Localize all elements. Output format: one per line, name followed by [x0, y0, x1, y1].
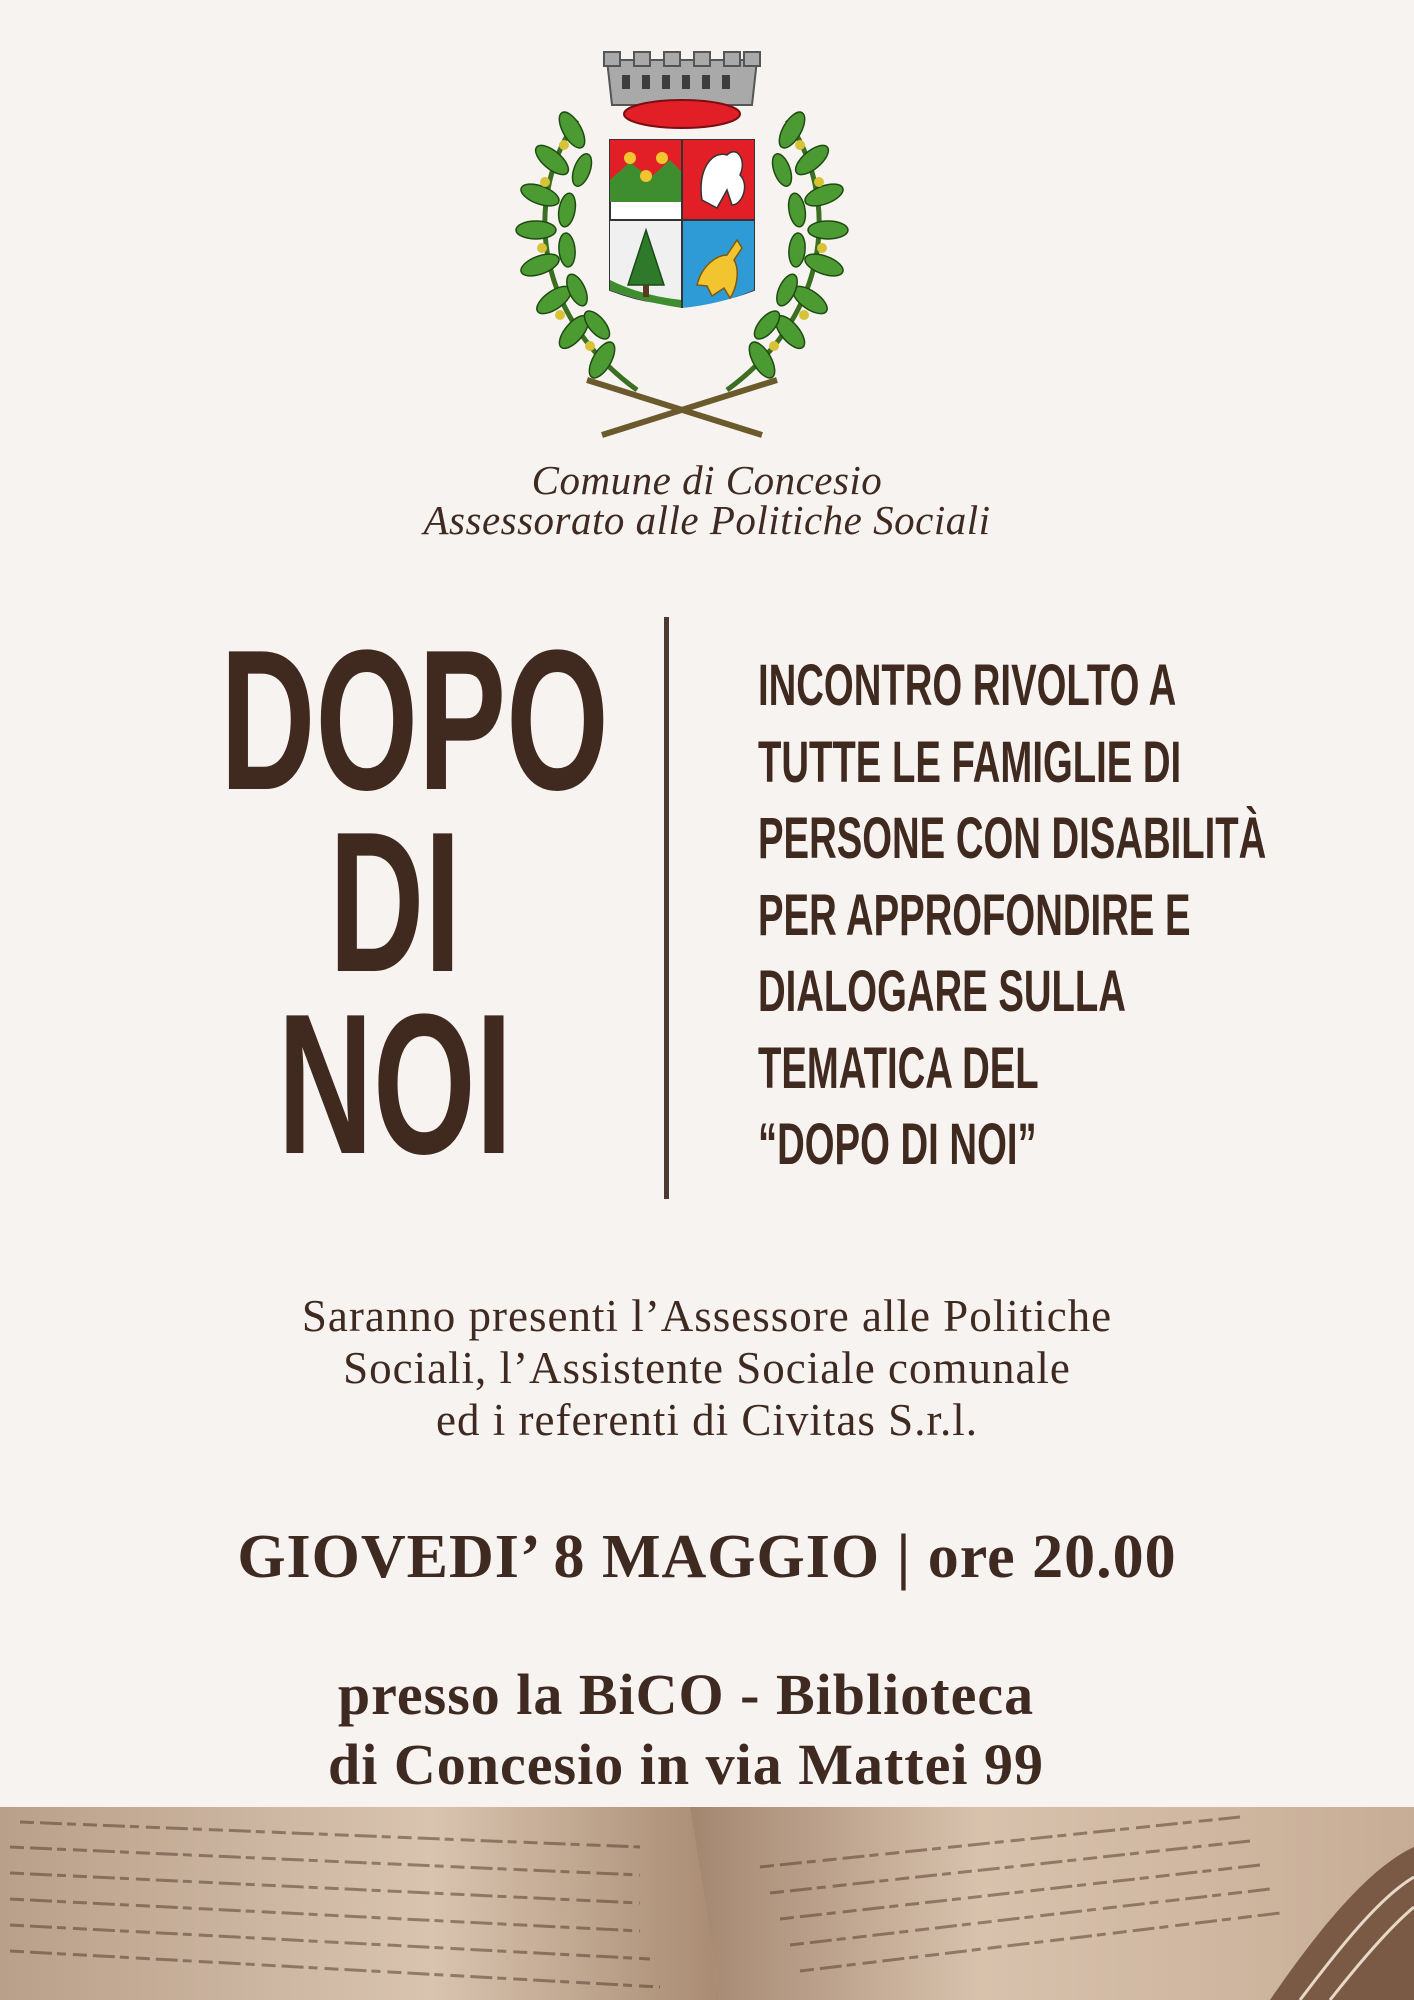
description-line: TEMATICA DEL — [758, 1035, 1039, 1101]
open-book-photo-icon — [0, 1807, 1414, 2000]
event-title-line: DOPO — [220, 609, 609, 832]
description-line: “DOPO DI NOI” — [758, 1112, 1037, 1177]
municipality-name: Comune di Concesio — [531, 457, 883, 503]
presenters-line: Sociali, l’Assistente Sociale comunale — [343, 1343, 1071, 1393]
event-venue — [0, 1660, 1372, 1800]
event-title-line: DI — [329, 791, 461, 1014]
event-title — [220, 609, 609, 1196]
description-line: INCONTRO RIVOLTO A — [758, 653, 1177, 718]
description-line: TUTTE LE FAMIGLIE DI — [758, 729, 1182, 795]
coat-of-arms-icon — [512, 50, 852, 445]
event-date-time: GIOVEDI’ 8 MAGGIO | ore 20.00 — [237, 1523, 1177, 1591]
description-line: PER APPROFONDIRE E — [758, 882, 1191, 948]
event-description — [758, 648, 1267, 1184]
venue-line: presso la BiCO - Biblioteca — [337, 1662, 1035, 1727]
presenters-line: Saranno presenti l’Assessore alle Politiche — [301, 1291, 1113, 1341]
presenters-line: ed i referenti di Civitas S.r.l. — [436, 1395, 978, 1445]
event-title-line: NOI — [277, 973, 513, 1196]
vertical-divider — [664, 617, 669, 1199]
description-line: DIALOGARE SULLA — [758, 959, 1126, 1024]
venue-line: di Concesio in via Mattei 99 — [328, 1732, 1044, 1797]
description-line: PERSONE CON DISABILITÀ — [758, 806, 1267, 871]
department-name: Assessorato alle Politiche Sociali — [423, 497, 991, 543]
presenters-text — [0, 1290, 1414, 1446]
